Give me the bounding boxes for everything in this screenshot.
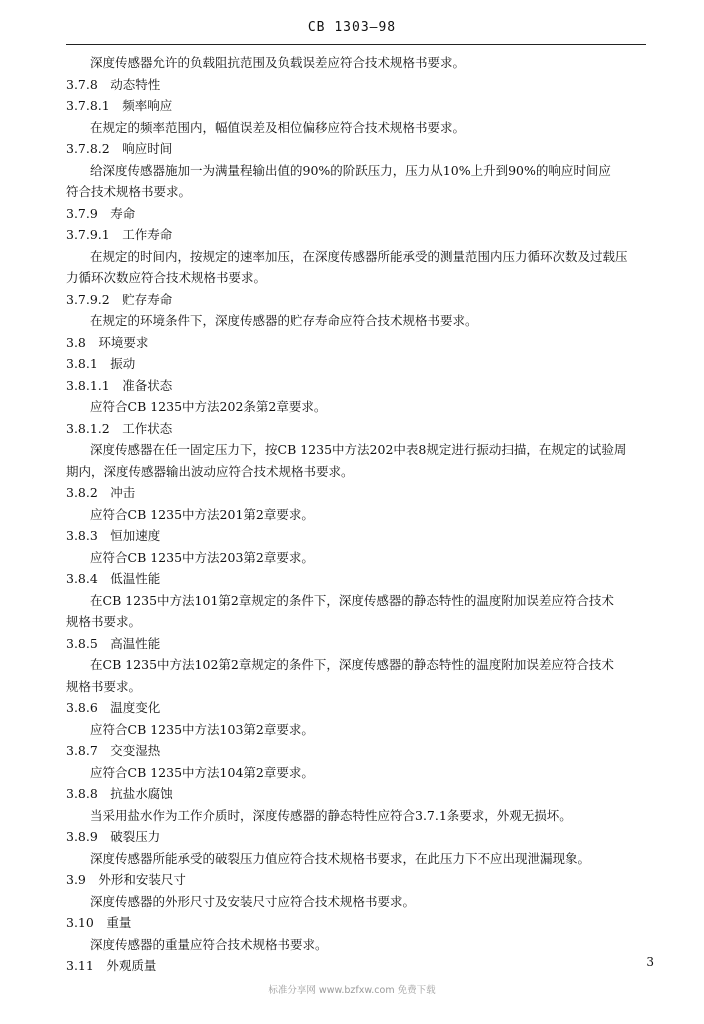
section-line: 3.7.9.2 贮存寿命	[66, 291, 173, 307]
section-line: 3.9 外形和安装尺寸	[66, 872, 186, 887]
section-line: 3.7.8 动态特性	[66, 76, 161, 92]
paragraph-line: 在规定的环境条件下，深度传感器的贮存寿命应符合技术规格书要求。	[90, 313, 478, 328]
section-line: 3.7.9.1 工作寿命	[66, 227, 173, 242]
section-line: 3.10 重量	[66, 915, 132, 930]
section-line: 符合技术规格书要求。	[66, 184, 192, 199]
section-line: 3.8.6 温度变化	[66, 700, 161, 715]
section-line: 3.8.1 振动	[66, 356, 136, 371]
document-body	[66, 52, 656, 977]
paragraph-line: 应符合CB 1235中方法103第2章要求。	[90, 721, 314, 737]
paragraph-line: 应符合CB 1235中方法201第2章要求。	[90, 506, 314, 522]
section-line: 3.8.9 破裂压力	[66, 829, 161, 844]
section-line: 期内，深度传感器输出波动应符合技术规格书要求。	[66, 463, 354, 479]
section-line: 3.8.5 高温性能	[66, 635, 161, 651]
section-line: 规格书要求。	[66, 614, 142, 629]
paragraph-line: 应符合CB 1235中方法203第2章要求。	[90, 549, 314, 565]
section-line: 3.7.8.2 响应时间	[66, 141, 173, 156]
paragraph-line: 深度传感器在任一固定压力下，按CB 1235中方法202中表8规定进行振动扫描，在规定的试验周	[90, 442, 627, 457]
paragraph-line: 深度传感器的重量应符合技术规格书要求。	[90, 936, 328, 952]
section-line: 3.8.2 冲击	[66, 485, 136, 500]
section-line: 3.11 外观质量	[66, 958, 157, 973]
header-rule	[66, 44, 646, 45]
paragraph-line: 给深度传感器施加一为满量程输出值的90%的阶跃压力，压力从10%上升到90%的响应时间应	[90, 162, 611, 178]
section-line: 3.8.7 交变湿热	[66, 743, 161, 758]
paragraph-line: 应符合CB 1235中方法104第2章要求。	[90, 764, 314, 780]
paragraph-line: 深度传感器的外形尺寸及安装尺寸应符合技术规格书要求。	[90, 893, 416, 909]
section-line: 力循环次数应符合技术规格书要求。	[66, 270, 267, 285]
paragraph-line: 在CB 1235中方法101第2章规定的条件下，深度传感器的静态特性的温度附加误差应符合技术	[90, 592, 614, 608]
paragraph-line: 在规定的频率范围内，幅值误差及相位偏移应符合技术规格书要求。	[90, 119, 466, 135]
footer-watermark: 标准分享网 www.bzfxw.com 免费下载	[268, 985, 436, 996]
section-line: 3.7.9 寿命	[66, 205, 136, 221]
section-line: 规格书要求。	[66, 678, 142, 694]
paragraph-line: 当采用盐水作为工作介质时，深度传感器的静态特性应符合3.7.1条要求，外观无损坏。	[90, 807, 572, 823]
paragraph-line: 在规定的时间内，按规定的速率加压，在深度传感器所能承受的测量范围内压力循环次数及过载压	[90, 248, 628, 264]
paragraph-line: 在CB 1235中方法102第2章规定的条件下，深度传感器的静态特性的温度附加误差应符合技术	[90, 657, 614, 672]
paragraph-line: 深度传感器所能承受的破裂压力值应符合技术规格书要求，在此压力下不应出现泄漏现象。	[90, 850, 591, 866]
section-line: 3.8 环境要求	[66, 334, 149, 350]
section-line: 3.7.8.1 频率响应	[66, 98, 173, 113]
section-line: 3.8.1.2 工作状态	[66, 420, 173, 436]
paragraph-line: 应符合CB 1235中方法202条第2章要求。	[90, 399, 327, 414]
section-line: 3.8.1.1 准备状态	[66, 377, 173, 393]
document-code-header: CB 1303—98	[307, 20, 397, 35]
page-number: 3	[646, 955, 654, 969]
section-line: 3.8.3 恒加速度	[66, 528, 161, 543]
paragraph-line: 深度传感器允许的负载阻抗范围及负载误差应符合技术规格书要求。	[90, 55, 466, 70]
section-line: 3.8.4 低温性能	[66, 571, 161, 586]
section-line: 3.8.8 抗盐水腐蚀	[66, 786, 173, 801]
